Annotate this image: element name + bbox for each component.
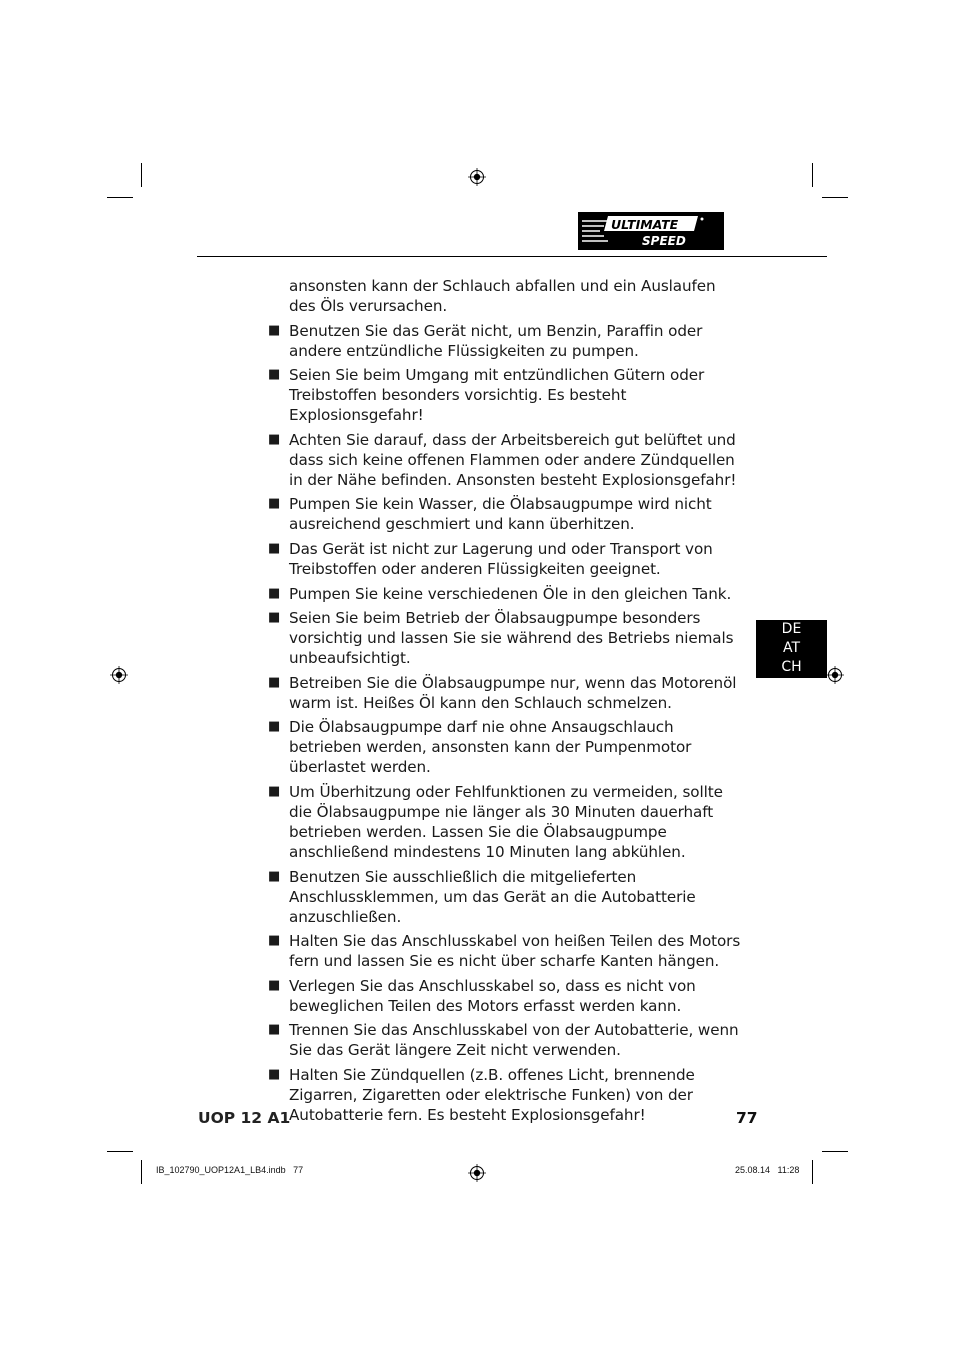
bullet-text: Die Ölabsaugpumpe darf nie ohne Ansaugschlauch betrieben werden, ansonsten kann der Pumpenmotor überlastet werden.: [289, 718, 692, 777]
bullet-text: Achten Sie darauf, dass der Arbeitsbereich gut belüftet und dass sich keine offenen Flammen oder andere Zündquellen in der Nähe befinden. Ansonsten besteht Explosionsgefahr!: [289, 430, 737, 489]
language-code: AT: [782, 640, 801, 656]
crop-mark: [812, 163, 813, 187]
page-number: 77: [736, 1109, 758, 1127]
crop-mark: [141, 1160, 142, 1184]
language-tab: [756, 620, 827, 678]
brand-logo-bottom: SPEED: [642, 234, 686, 248]
bullet-text: Benutzen Sie ausschließlich die mitgelieferten Anschlussklemmen, um das Gerät an die Autobatterie anzuschließen.: [289, 867, 696, 926]
language-code: DE: [781, 621, 802, 637]
bullet-text: Trennen Sie das Anschlusskabel von der Autobatterie, wenn Sie das Gerät längere Zeit nicht verwenden.: [289, 1021, 739, 1060]
safety-instructions: [266, 276, 746, 1130]
bullet-text: Um Überhitzung oder Fehlfunktionen zu vermeiden, sollte die Ölabsaugpumpe nie länger als 30 Minuten dauerhaft betrieben werden. Lassen Sie die Ölabsaugpumpe anschließend mindestens 10 Minuten lang abkühlen.: [289, 782, 723, 861]
bullet-item: [266, 365, 746, 425]
bullet-item: [266, 717, 746, 777]
bullet-item: [266, 782, 746, 862]
bullet-text: Verlegen Sie das Anschlusskabel so, dass es nicht von beweglichen Teilen des Motors erfasst werden kann.: [289, 976, 696, 1015]
brand-logo-top: ULTIMATE: [611, 217, 679, 232]
registration-mark-icon: [468, 168, 486, 186]
bullet-square-icon: ■: [268, 1022, 281, 1038]
crop-mark: [812, 1160, 813, 1184]
bullet-text: Das Gerät ist nicht zur Lagerung und oder Transport von Treibstoffen oder anderen Flüssigkeiten geeignet.: [289, 539, 713, 578]
bullet-item: [266, 608, 746, 668]
crop-mark: [141, 163, 142, 187]
model-number: UOP 12 A1: [198, 1109, 291, 1127]
registration-mark-icon: [110, 666, 128, 684]
bullet-square-icon: ■: [268, 585, 281, 601]
crop-mark: [107, 197, 133, 198]
bullet-square-icon: ■: [268, 610, 281, 626]
language-code: CH: [781, 659, 802, 675]
bullet-item: [266, 539, 746, 579]
bullet-item: [266, 1065, 746, 1125]
bullet-square-icon: ■: [268, 496, 281, 512]
crop-mark: [822, 1151, 848, 1152]
bullet-item: [266, 321, 746, 361]
bullet-text: Betreiben Sie die Ölabsaugpumpe nur, wenn das Motorenöl warm ist. Heißes Öl kann den Schlauch schmelzen.: [289, 673, 737, 712]
bullet-item: [266, 867, 746, 927]
bullet-square-icon: ■: [268, 977, 281, 993]
bullet-square-icon: ■: [268, 322, 281, 338]
bullet-text: Halten Sie das Anschlusskabel von heißen Teilen des Motors fern und lassen Sie es nicht über scharfe Kanten hängen.: [289, 932, 741, 971]
bullet-square-icon: ■: [268, 933, 281, 949]
bullet-item: [266, 976, 746, 1016]
brand-logo: [578, 212, 724, 250]
crop-mark: [822, 197, 848, 198]
print-slug-date: 25.08.14 11:28: [735, 1165, 800, 1175]
bullet-square-icon: ■: [268, 431, 281, 447]
bullet-square-icon: ■: [268, 783, 281, 799]
bullet-square-icon: ■: [268, 540, 281, 556]
bullet-item: [266, 494, 746, 534]
bullet-item: [266, 673, 746, 713]
bullet-item: [266, 1020, 746, 1060]
registration-mark-icon: [468, 1164, 486, 1182]
registration-mark-icon: [826, 666, 844, 684]
bullet-text: Pumpen Sie kein Wasser, die Ölabsaugpumpe wird nicht ausreichend geschmiert und kann überhitzen.: [289, 495, 712, 534]
bullet-item: [266, 584, 746, 604]
bullet-square-icon: ■: [268, 367, 281, 383]
bullet-text: Seien Sie beim Betrieb der Ölabsaugpumpe besonders vorsichtig und lassen Sie sie während des Betriebs niemals unbeaufsichtigt.: [289, 609, 734, 668]
bullet-item: [266, 430, 746, 490]
bullet-item: [266, 931, 746, 971]
bullet-text: Benutzen Sie das Gerät nicht, um Benzin, Paraffin oder andere entzündliche Flüssigkeiten zu pumpen.: [289, 321, 703, 360]
bullet-square-icon: ■: [268, 674, 281, 690]
crop-mark: [107, 1151, 133, 1152]
bullet-list: [266, 321, 746, 1125]
intro-continuation: ansonsten kann der Schlauch abfallen und ein Auslaufen des Öls verursachen.: [289, 277, 716, 315]
bullet-square-icon: ■: [268, 868, 281, 884]
bullet-square-icon: ■: [268, 1066, 281, 1082]
bullet-square-icon: ■: [268, 719, 281, 735]
header-rule: [197, 256, 827, 257]
bullet-text: Pumpen Sie keine verschiedenen Öle in den gleichen Tank.: [289, 584, 732, 603]
bullet-text: Seien Sie beim Umgang mit entzündlichen Gütern oder Treibstoffen besonders vorsichtig. Es besteht Explosionsgefahr!: [289, 366, 705, 425]
bullet-text: Halten Sie Zündquellen (z.B. offenes Licht, brennende Zigarren, Zigaretten oder elektrische Funken) von der Autobatterie fern. Es besteht Explosionsgefahr!: [289, 1065, 695, 1124]
print-slug-file: IB_102790_UOP12A1_LB4.indb 77: [156, 1165, 304, 1175]
